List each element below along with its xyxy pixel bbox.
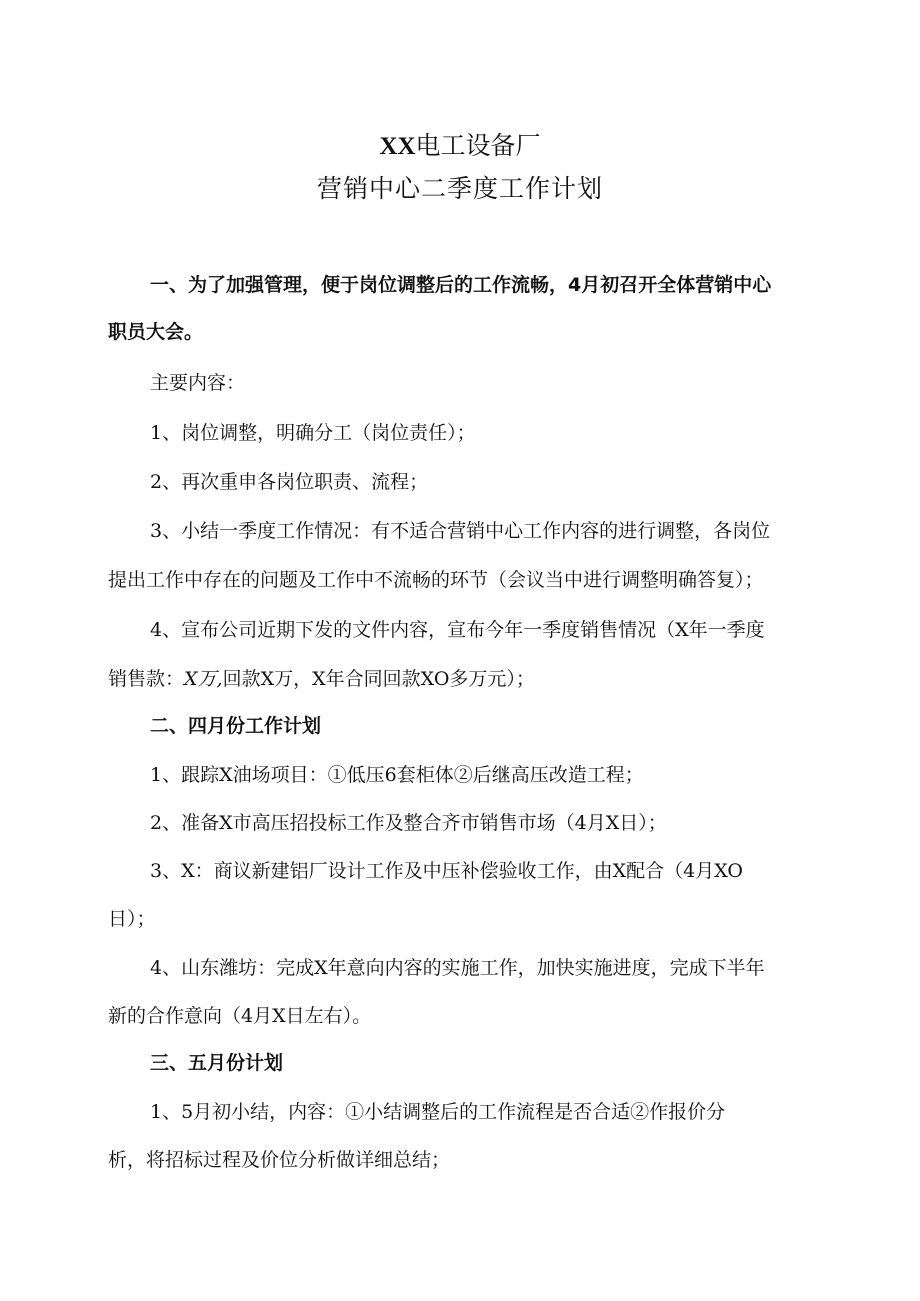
section2-item3-line2: 日）； [108,908,156,930]
section2-item2: 2、准备X市高压招投标工作及整合齐市销售市场（4月X日）； [150,812,667,834]
sales-label: 销售款： [108,668,185,690]
section1-item4-line2 [108,666,535,692]
section1-item4-line1: 4、宣布公司近期下发的文件内容，宣布今年一季度销售情况（X年一季度 [150,619,765,641]
section3-heading: 三、五月份计划 [150,1052,284,1074]
section1-item3-line2: 提出工作中存在的问题及工作中不流畅的环节（会议当中进行调整明确答复）； [108,569,764,591]
section2-item4-line2: 新的合作意向（4月X日左右）。 [108,1005,372,1027]
main-content-label: 主要内容： [150,372,246,394]
section1-item2: 2、再次重申各岗位职责、流程； [150,471,429,493]
title-company: 电工设备厂 [415,131,541,160]
section1-heading-line1: 一、为了加强管理，便于岗位调整后的工作流畅，4月初召开全体营销中心 [150,274,772,296]
section3-item1-line1: 1、5月初小结，内容：①小结调整后的工作流程是否合适②作报价分 [150,1101,726,1123]
document-title [0,131,920,162]
section1-item3-line1: 3、小结一季度工作情况：有不适合营销中心工作内容的进行调整，各岗位 [150,520,771,542]
section1-heading-line2: 职员大会。 [108,321,204,343]
sales-remainder: 回款X万，X年合同回款XO多万元）； [222,668,535,690]
section2-heading: 二、四月份工作计划 [150,715,322,737]
section2-item3-line1: 3、X：商议新建铝厂设计工作及中压补偿验收工作，由X配合（4月XO [150,860,744,882]
title-prefix: XX [379,133,416,160]
section2-item4-line1: 4、山东潍坊：完成X年意向内容的实施工作，加快实施进度，完成下半年 [150,957,765,979]
section1-item1: 1、岗位调整，明确分工（岗位责任）； [150,422,476,444]
section2-item1: 1、跟踪X油场项目：①低压6套柜体②后继高压改造工程； [150,764,644,786]
sales-amount-italic: X万, [184,668,223,690]
section3-item1-line2: 析，将招标过程及价位分析做详细总结； [108,1149,451,1171]
document-subtitle: 营销中心二季度工作计划 [316,174,603,203]
